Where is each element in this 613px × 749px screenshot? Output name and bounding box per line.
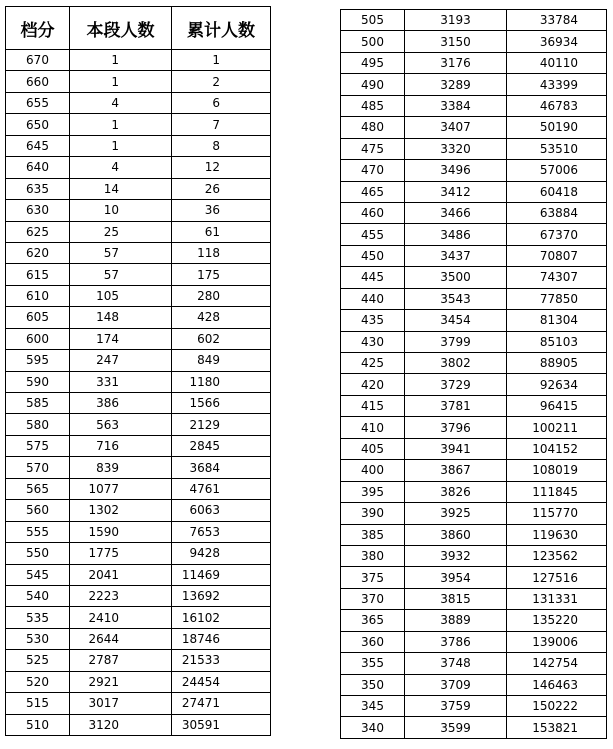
segment-count-cell: 2041 bbox=[70, 564, 172, 585]
segment-count-cell: 14 bbox=[70, 178, 172, 199]
table-row bbox=[6, 264, 271, 285]
table-row bbox=[341, 696, 607, 717]
cumulative-count-cell: 8 bbox=[172, 135, 271, 156]
score-cell: 450 bbox=[341, 245, 405, 266]
cumulative-count-cell: 428 bbox=[172, 307, 271, 328]
segment-count-cell: 3437 bbox=[405, 245, 507, 266]
score-cell: 480 bbox=[341, 117, 405, 138]
cumulative-count-cell: 24454 bbox=[172, 671, 271, 692]
cumulative-count-cell: 18746 bbox=[172, 628, 271, 649]
segment-count-cell: 3150 bbox=[405, 31, 507, 52]
cumulative-count-cell: 175 bbox=[172, 264, 271, 285]
table-row bbox=[6, 135, 271, 156]
table-row bbox=[341, 717, 607, 738]
score-cell: 595 bbox=[6, 350, 70, 371]
score-cell: 645 bbox=[6, 135, 70, 156]
table-row bbox=[6, 328, 271, 349]
cumulative-count-cell: 7 bbox=[172, 114, 271, 135]
cumulative-count-cell: 12 bbox=[172, 157, 271, 178]
table-row bbox=[341, 545, 607, 566]
cumulative-count-cell: 135220 bbox=[507, 610, 607, 631]
score-cell: 520 bbox=[6, 671, 70, 692]
cumulative-count-cell: 63884 bbox=[507, 202, 607, 223]
segment-count-cell: 3407 bbox=[405, 117, 507, 138]
table-row bbox=[341, 567, 607, 588]
table-row bbox=[6, 435, 271, 456]
cumulative-count-cell: 50190 bbox=[507, 117, 607, 138]
table-row bbox=[341, 395, 607, 416]
score-cell: 370 bbox=[341, 588, 405, 609]
table-row bbox=[6, 500, 271, 521]
table-row bbox=[341, 374, 607, 395]
table-row bbox=[6, 71, 271, 92]
segment-count-cell: 2787 bbox=[70, 650, 172, 671]
segment-count-cell: 3826 bbox=[405, 481, 507, 502]
cumulative-count-cell: 21533 bbox=[172, 650, 271, 671]
cumulative-count-cell: 53510 bbox=[507, 138, 607, 159]
table-row bbox=[341, 438, 607, 459]
cumulative-count-cell: 13692 bbox=[172, 585, 271, 606]
cumulative-count-cell: 27471 bbox=[172, 693, 271, 714]
table-row bbox=[6, 650, 271, 671]
cumulative-count-cell: 2845 bbox=[172, 435, 271, 456]
score-cell: 625 bbox=[6, 221, 70, 242]
table-row bbox=[6, 307, 271, 328]
segment-count-cell: 3889 bbox=[405, 610, 507, 631]
segment-count-cell: 3193 bbox=[405, 10, 507, 31]
score-cell: 540 bbox=[6, 585, 70, 606]
segment-count-cell: 3320 bbox=[405, 138, 507, 159]
table-row bbox=[341, 588, 607, 609]
segment-count-cell: 3384 bbox=[405, 95, 507, 116]
score-cell: 425 bbox=[341, 353, 405, 374]
cumulative-count-cell: 6 bbox=[172, 92, 271, 113]
table-row bbox=[6, 285, 271, 306]
segment-count-cell: 3599 bbox=[405, 717, 507, 738]
score-cell: 515 bbox=[6, 693, 70, 714]
score-cell: 580 bbox=[6, 414, 70, 435]
segment-count-cell: 386 bbox=[70, 393, 172, 414]
table-row bbox=[6, 543, 271, 564]
header-cumulative-count: 累计人数 bbox=[172, 7, 271, 50]
segment-count-cell: 3954 bbox=[405, 567, 507, 588]
segment-count-cell: 4 bbox=[70, 92, 172, 113]
cumulative-count-cell: 70807 bbox=[507, 245, 607, 266]
cumulative-count-cell: 60418 bbox=[507, 181, 607, 202]
table-row bbox=[341, 267, 607, 288]
cumulative-count-cell: 280 bbox=[172, 285, 271, 306]
cumulative-count-cell: 36934 bbox=[507, 31, 607, 52]
score-cell: 420 bbox=[341, 374, 405, 395]
table-row bbox=[6, 521, 271, 542]
score-cell: 385 bbox=[341, 524, 405, 545]
segment-count-cell: 1590 bbox=[70, 521, 172, 542]
cumulative-count-cell: 9428 bbox=[172, 543, 271, 564]
cumulative-count-cell: 92634 bbox=[507, 374, 607, 395]
score-cell: 575 bbox=[6, 435, 70, 456]
cumulative-count-cell: 146463 bbox=[507, 674, 607, 695]
table-row bbox=[341, 331, 607, 352]
cumulative-count-cell: 108019 bbox=[507, 460, 607, 481]
table-row bbox=[6, 92, 271, 113]
table-row bbox=[341, 224, 607, 245]
table-row bbox=[341, 52, 607, 73]
table-row bbox=[341, 310, 607, 331]
score-cell: 435 bbox=[341, 310, 405, 331]
cumulative-count-cell: 1 bbox=[172, 50, 271, 71]
score-cell: 525 bbox=[6, 650, 70, 671]
table-row bbox=[341, 245, 607, 266]
cumulative-count-cell: 115770 bbox=[507, 503, 607, 524]
score-cell: 620 bbox=[6, 242, 70, 263]
score-cell: 355 bbox=[341, 653, 405, 674]
table-row bbox=[6, 221, 271, 242]
table-row bbox=[6, 628, 271, 649]
score-cell: 655 bbox=[6, 92, 70, 113]
cumulative-count-cell: 139006 bbox=[507, 631, 607, 652]
cumulative-count-cell: 11469 bbox=[172, 564, 271, 585]
cumulative-count-cell: 46783 bbox=[507, 95, 607, 116]
score-cell: 565 bbox=[6, 478, 70, 499]
segment-count-cell: 3454 bbox=[405, 310, 507, 331]
score-cell: 555 bbox=[6, 521, 70, 542]
header-row bbox=[6, 7, 271, 50]
score-cell: 495 bbox=[341, 52, 405, 73]
table-row bbox=[341, 460, 607, 481]
cumulative-count-cell: 104152 bbox=[507, 438, 607, 459]
cumulative-count-cell: 131331 bbox=[507, 588, 607, 609]
table-row bbox=[6, 414, 271, 435]
score-cell: 510 bbox=[6, 714, 70, 735]
score-cell: 405 bbox=[341, 438, 405, 459]
cumulative-count-cell: 85103 bbox=[507, 331, 607, 352]
segment-count-cell: 3796 bbox=[405, 417, 507, 438]
table-row bbox=[341, 117, 607, 138]
score-cell: 415 bbox=[341, 395, 405, 416]
score-cell: 410 bbox=[341, 417, 405, 438]
score-table-right bbox=[340, 9, 607, 739]
table-row bbox=[6, 693, 271, 714]
score-cell: 440 bbox=[341, 288, 405, 309]
segment-count-cell: 3925 bbox=[405, 503, 507, 524]
table-row bbox=[341, 138, 607, 159]
score-cell: 475 bbox=[341, 138, 405, 159]
cumulative-count-cell: 1180 bbox=[172, 371, 271, 392]
cumulative-count-cell: 33784 bbox=[507, 10, 607, 31]
segment-count-cell: 2644 bbox=[70, 628, 172, 649]
table-row bbox=[341, 288, 607, 309]
score-cell: 560 bbox=[6, 500, 70, 521]
segment-count-cell: 148 bbox=[70, 307, 172, 328]
segment-count-cell: 3729 bbox=[405, 374, 507, 395]
cumulative-count-cell: 67370 bbox=[507, 224, 607, 245]
cumulative-count-cell: 602 bbox=[172, 328, 271, 349]
score-cell: 605 bbox=[6, 307, 70, 328]
cumulative-count-cell: 123562 bbox=[507, 545, 607, 566]
cumulative-count-cell: 36 bbox=[172, 200, 271, 221]
table-row bbox=[6, 178, 271, 199]
segment-count-cell: 3860 bbox=[405, 524, 507, 545]
segment-count-cell: 4 bbox=[70, 157, 172, 178]
score-cell: 585 bbox=[6, 393, 70, 414]
table-row bbox=[6, 242, 271, 263]
segment-count-cell: 3941 bbox=[405, 438, 507, 459]
segment-count-cell: 563 bbox=[70, 414, 172, 435]
segment-count-cell: 3543 bbox=[405, 288, 507, 309]
table-row bbox=[6, 607, 271, 628]
score-cell: 465 bbox=[341, 181, 405, 202]
score-cell: 650 bbox=[6, 114, 70, 135]
segment-count-cell: 716 bbox=[70, 435, 172, 456]
score-cell: 470 bbox=[341, 160, 405, 181]
segment-count-cell: 3867 bbox=[405, 460, 507, 481]
score-cell: 610 bbox=[6, 285, 70, 306]
score-cell: 530 bbox=[6, 628, 70, 649]
segment-count-cell: 3500 bbox=[405, 267, 507, 288]
cumulative-count-cell: 26 bbox=[172, 178, 271, 199]
score-cell: 615 bbox=[6, 264, 70, 285]
segment-count-cell: 2410 bbox=[70, 607, 172, 628]
cumulative-count-cell: 111845 bbox=[507, 481, 607, 502]
segment-count-cell: 3017 bbox=[70, 693, 172, 714]
cumulative-count-cell: 6063 bbox=[172, 500, 271, 521]
table-row bbox=[341, 417, 607, 438]
score-cell: 600 bbox=[6, 328, 70, 349]
cumulative-count-cell: 2 bbox=[172, 71, 271, 92]
score-cell: 490 bbox=[341, 74, 405, 95]
header-score: 档分 bbox=[6, 7, 70, 50]
table-row bbox=[341, 202, 607, 223]
segment-count-cell: 3176 bbox=[405, 52, 507, 73]
segment-count-cell: 3709 bbox=[405, 674, 507, 695]
table-row bbox=[341, 31, 607, 52]
score-cell: 395 bbox=[341, 481, 405, 502]
score-cell: 660 bbox=[6, 71, 70, 92]
cumulative-count-cell: 96415 bbox=[507, 395, 607, 416]
cumulative-count-cell: 43399 bbox=[507, 74, 607, 95]
cumulative-count-cell: 150222 bbox=[507, 696, 607, 717]
segment-count-cell: 3786 bbox=[405, 631, 507, 652]
score-cell: 375 bbox=[341, 567, 405, 588]
score-cell: 390 bbox=[341, 503, 405, 524]
segment-count-cell: 1 bbox=[70, 71, 172, 92]
segment-count-cell: 3412 bbox=[405, 181, 507, 202]
table-row bbox=[6, 50, 271, 71]
score-cell: 640 bbox=[6, 157, 70, 178]
cumulative-count-cell: 81304 bbox=[507, 310, 607, 331]
cumulative-count-cell: 77850 bbox=[507, 288, 607, 309]
segment-count-cell: 3496 bbox=[405, 160, 507, 181]
score-cell: 550 bbox=[6, 543, 70, 564]
segment-count-cell: 3932 bbox=[405, 545, 507, 566]
segment-count-cell: 174 bbox=[70, 328, 172, 349]
cumulative-count-cell: 30591 bbox=[172, 714, 271, 735]
segment-count-cell: 3799 bbox=[405, 331, 507, 352]
table-row bbox=[6, 114, 271, 135]
segment-count-cell: 2223 bbox=[70, 585, 172, 606]
segment-count-cell: 3759 bbox=[405, 696, 507, 717]
table-row bbox=[341, 481, 607, 502]
cumulative-count-cell: 127516 bbox=[507, 567, 607, 588]
table-row bbox=[6, 671, 271, 692]
segment-count-cell: 3466 bbox=[405, 202, 507, 223]
score-cell: 460 bbox=[341, 202, 405, 223]
cumulative-count-cell: 57006 bbox=[507, 160, 607, 181]
score-cell: 670 bbox=[6, 50, 70, 71]
cumulative-count-cell: 40110 bbox=[507, 52, 607, 73]
cumulative-count-cell: 118 bbox=[172, 242, 271, 263]
segment-count-cell: 25 bbox=[70, 221, 172, 242]
score-cell: 500 bbox=[341, 31, 405, 52]
table-row bbox=[6, 714, 271, 735]
table-row bbox=[341, 10, 607, 31]
segment-count-cell: 105 bbox=[70, 285, 172, 306]
table-row bbox=[341, 503, 607, 524]
cumulative-count-cell: 2129 bbox=[172, 414, 271, 435]
cumulative-count-cell: 16102 bbox=[172, 607, 271, 628]
score-cell: 360 bbox=[341, 631, 405, 652]
segment-count-cell: 3486 bbox=[405, 224, 507, 245]
segment-count-cell: 3781 bbox=[405, 395, 507, 416]
table-row bbox=[341, 160, 607, 181]
score-cell: 570 bbox=[6, 457, 70, 478]
score-table-left bbox=[5, 6, 271, 736]
segment-count-cell: 3120 bbox=[70, 714, 172, 735]
table-row bbox=[341, 631, 607, 652]
score-cell: 340 bbox=[341, 717, 405, 738]
table-row bbox=[6, 564, 271, 585]
score-cell: 535 bbox=[6, 607, 70, 628]
segment-count-cell: 2921 bbox=[70, 671, 172, 692]
segment-count-cell: 3289 bbox=[405, 74, 507, 95]
score-cell: 365 bbox=[341, 610, 405, 631]
table-row bbox=[6, 200, 271, 221]
table-row bbox=[6, 371, 271, 392]
score-cell: 430 bbox=[341, 331, 405, 352]
segment-count-cell: 3748 bbox=[405, 653, 507, 674]
table-row bbox=[6, 350, 271, 371]
segment-count-cell: 1 bbox=[70, 135, 172, 156]
cumulative-count-cell: 4761 bbox=[172, 478, 271, 499]
segment-count-cell: 3815 bbox=[405, 588, 507, 609]
cumulative-count-cell: 61 bbox=[172, 221, 271, 242]
cumulative-count-cell: 119630 bbox=[507, 524, 607, 545]
score-cell: 455 bbox=[341, 224, 405, 245]
table-row bbox=[6, 478, 271, 499]
score-cell: 545 bbox=[6, 564, 70, 585]
table-row bbox=[341, 74, 607, 95]
segment-count-cell: 247 bbox=[70, 350, 172, 371]
score-cell: 635 bbox=[6, 178, 70, 199]
cumulative-count-cell: 849 bbox=[172, 350, 271, 371]
segment-count-cell: 331 bbox=[70, 371, 172, 392]
segment-count-cell: 1775 bbox=[70, 543, 172, 564]
table-row bbox=[341, 524, 607, 545]
score-cell: 345 bbox=[341, 696, 405, 717]
table-row bbox=[341, 95, 607, 116]
table-row bbox=[6, 457, 271, 478]
table-row bbox=[341, 674, 607, 695]
cumulative-count-cell: 74307 bbox=[507, 267, 607, 288]
table-row bbox=[341, 610, 607, 631]
segment-count-cell: 57 bbox=[70, 264, 172, 285]
table-row bbox=[341, 653, 607, 674]
score-cell: 485 bbox=[341, 95, 405, 116]
cumulative-count-cell: 7653 bbox=[172, 521, 271, 542]
segment-count-cell: 1302 bbox=[70, 500, 172, 521]
score-cell: 350 bbox=[341, 674, 405, 695]
table-row bbox=[341, 353, 607, 374]
table-row bbox=[6, 585, 271, 606]
score-cell: 505 bbox=[341, 10, 405, 31]
table-row bbox=[341, 181, 607, 202]
score-cell: 400 bbox=[341, 460, 405, 481]
cumulative-count-cell: 1566 bbox=[172, 393, 271, 414]
segment-count-cell: 57 bbox=[70, 242, 172, 263]
segment-count-cell: 3802 bbox=[405, 353, 507, 374]
cumulative-count-cell: 88905 bbox=[507, 353, 607, 374]
cumulative-count-cell: 142754 bbox=[507, 653, 607, 674]
header-segment-count: 本段人数 bbox=[70, 7, 172, 50]
cumulative-count-cell: 100211 bbox=[507, 417, 607, 438]
segment-count-cell: 839 bbox=[70, 457, 172, 478]
cumulative-count-cell: 3684 bbox=[172, 457, 271, 478]
score-cell: 630 bbox=[6, 200, 70, 221]
segment-count-cell: 1077 bbox=[70, 478, 172, 499]
table-row bbox=[6, 157, 271, 178]
score-cell: 590 bbox=[6, 371, 70, 392]
score-cell: 445 bbox=[341, 267, 405, 288]
table-row bbox=[6, 393, 271, 414]
score-cell: 380 bbox=[341, 545, 405, 566]
segment-count-cell: 10 bbox=[70, 200, 172, 221]
segment-count-cell: 1 bbox=[70, 50, 172, 71]
segment-count-cell: 1 bbox=[70, 114, 172, 135]
cumulative-count-cell: 153821 bbox=[507, 717, 607, 738]
